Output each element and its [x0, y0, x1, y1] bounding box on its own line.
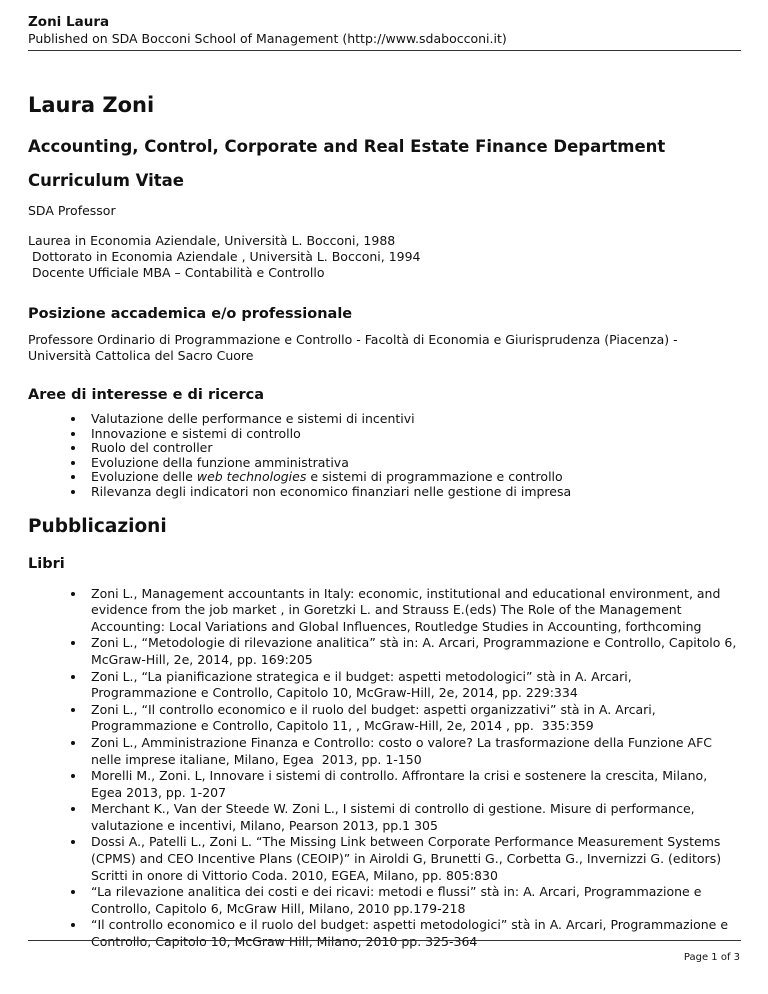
page-header: [28, 0, 741, 51]
list-item: • Rilevanza degli indicatori non economico finanziari nelle gestione di impresa: [86, 485, 741, 500]
list-item: • Evoluzione della funzione amministrativa: [86, 456, 741, 471]
list-item-text: e sistemi di programmazione e controllo: [306, 469, 563, 485]
list-item: • Dossi A., Patelli L., Zoni L. “The Missing Link between Corporate Performance Measurement Systems (CPMS) and CEO Incentive Plans (CEOIP)” in Airoldi G, Brunetti G., Corbetta G., Invernizzi G. (editors) Scritti in onore di Vittorio Coda. 2010, EGEA, Milano, pp. 805:830: [86, 834, 741, 884]
list-item: • Zoni L., “Il controllo economico e il ruolo del budget: aspetti organizzativi” stà in A. Arcari, Programmazione e Controllo, Capitolo 11, , McGraw-Hill, 2e, 2014 , pp. 335:359: [86, 702, 741, 735]
header-name: Zoni Laura: [28, 14, 110, 30]
research-list: [28, 412, 741, 500]
header-published: Published on SDA Bocconi School of Management (http://www.sdabocconi.it): [28, 31, 507, 46]
education-line: Laurea in Economia Aziendale, Università L. Bocconi, 1988: [28, 233, 396, 248]
education-block: [28, 233, 741, 281]
books-heading: Libri: [28, 555, 65, 572]
footer-divider: [28, 940, 741, 941]
page: [28, 0, 741, 951]
list-item: • Zoni L., “Metodologie di rilevazione analitica” stà in: A. Arcari, Programmazione e Controllo, Capitolo 6, McGraw-Hill, 2e, 2014, pp. 169:205: [86, 635, 741, 668]
list-item: • Valutazione delle performance e sistemi di incentivi: [86, 412, 741, 427]
list-item: [86, 470, 741, 485]
list-item: • Zoni L., “La pianificazione strategica e il budget: aspetti metodologici” stà in A. Arcari, Programmazione e Controllo, Capitolo 10, McGraw-Hill, 2e, 2014, pp. 229:334: [86, 669, 741, 702]
list-item-italic: web technologies: [196, 469, 307, 485]
position-text: Professore Ordinario di Programmazione e Controllo - Facoltà di Economia e Giurisprudenza (Piacenza) - Università Cattolica del Sacro Cuore: [28, 332, 678, 363]
education-line: Docente Ufficiale MBA – Contabilità e Controllo: [28, 265, 325, 280]
list-item: • Innovazione e sistemi di controllo: [86, 427, 741, 442]
role-text: SDA Professor: [28, 203, 116, 218]
position-heading: Posizione accademica e/o professionale: [28, 306, 353, 322]
page-number: Page 1 of 3: [683, 952, 740, 963]
list-item: • Zoni L., Amministrazione Finanza e Controllo: costo o valore? La trasformazione della Funzione AFC nelle imprese italiane, Milano, Egea 2013, pp. 1-150: [86, 735, 741, 768]
page-title: Laura Zoni: [28, 93, 155, 117]
education-line: Dottorato in Economia Aziendale , Università L. Bocconi, 1994: [28, 249, 421, 264]
books-list: [28, 586, 741, 951]
list-item: • Merchant K., Van der Steede W. Zoni L., I sistemi di controllo di gestione. Misure di performance, valutazione e incentivi, Milano, Pearson 2013, pp.1 305: [86, 801, 741, 834]
publications-heading: Pubblicazioni: [28, 515, 167, 537]
list-item: • “Il controllo economico e il ruolo del budget: aspetti metodologici” stà in A. Arcari, Programmazione e Controllo, Capitolo 10, McGraw Hill, Milano, 2010 pp. 325-364: [86, 917, 741, 950]
list-item: • Ruolo del controller: [86, 441, 741, 456]
list-item: • Morelli M., Zoni. L, Innovare i sistemi di controllo. Affrontare la crisi e sostenere la crescita, Milano, Egea 2013, pp. 1-207: [86, 768, 741, 801]
list-item: • “La rilevazione analitica dei costi e dei ricavi: metodi e flussi” stà in: A. Arcari, Programmazione e Controllo, Capitolo 6, McGraw Hill, Milano, 2010 pp.179-218: [86, 884, 741, 917]
list-item-text: Evoluzione delle: [91, 469, 197, 485]
list-item: • Zoni L., Management accountants in Italy: economic, institutional and educational environment, and evidence from the job market , in Goretzki L. and Strauss E.(eds) The Role of the Management Accounting: Local Variations and Global Influences, Routledge Studies in Accounting, forthcoming: [86, 586, 741, 636]
department-heading: Accounting, Control, Corporate and Real Estate Finance Department: [28, 137, 666, 156]
cv-heading: Curriculum Vitae: [28, 171, 185, 190]
research-heading: Aree di interesse e di ricerca: [28, 387, 265, 403]
